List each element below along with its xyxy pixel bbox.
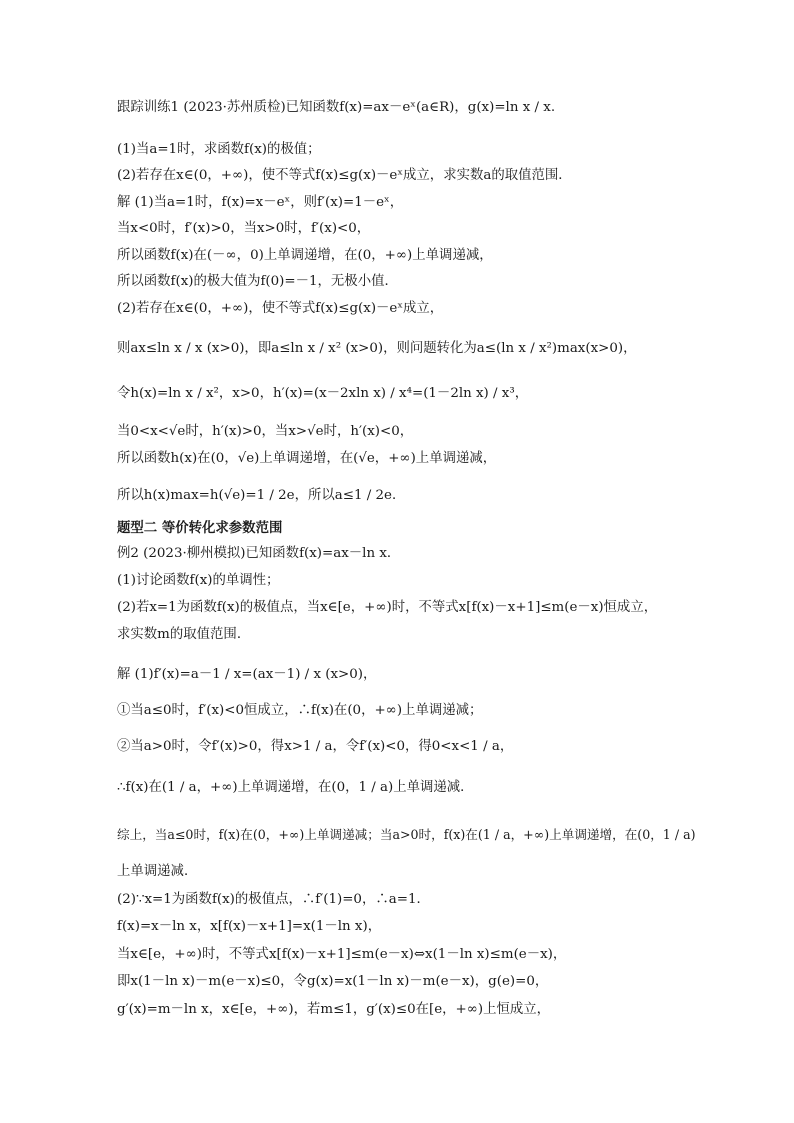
solution-line: 所以函数f(x)在(－∞，0)上单调递增，在(0，+∞)上单调递减，	[117, 248, 493, 263]
question-part-1: (1)讨论函数f(x)的单调性；	[117, 573, 280, 588]
section-heading: 题型二 等价转化求参数范围	[117, 520, 283, 536]
solution-line: ②当a>0时，令f′(x)>0，得x>1 / a，令f′(x)<0，得0<x<1 / a，	[117, 739, 514, 754]
question-part-1: (1)当a=1时，求函数f(x)的极值；	[117, 142, 321, 157]
solution-line: 当0<x<√e时，h′(x)>0，当x>√e时，h′(x)<0，	[117, 424, 414, 439]
solution-line: f(x)=x－ln x，x[f(x)－x+1]=x(1－ln x)，	[117, 919, 382, 934]
solution-line: 所以函数h(x)在(0，√e)上单调递增，在(√e，+∞)上单调递减，	[117, 451, 497, 466]
solution-line: ∴f(x)在(1 / a，+∞)上单调递增，在(0，1 / a)上单调递减．	[117, 780, 474, 795]
solution-line: 所以h(x)max=h(√e)=1 / 2e，所以a≤1 / 2e．	[117, 488, 406, 503]
solution-line: (2)∵x=1为函数f(x)的极值点，∴f′(1)=0，∴a=1．	[117, 892, 430, 907]
solution-line: 则ax≤ln x / x (x>0)，即a≤ln x / x² (x>0)，则问题转化为a≤(ln x / x²)max(x>0)，	[117, 341, 637, 356]
example-header: 例2 (2023·柳州模拟)已知函数f(x)=ax－ln x．	[117, 546, 401, 561]
solution-line: 解 (1)当a=1时，f(x)=x－eˣ，则f′(x)=1－eˣ，	[117, 195, 404, 210]
solution-line: 即x(1－ln x)－m(e－x)≤0，令g(x)=x(1－ln x)－m(e－x)，g(e)=0，	[117, 974, 549, 989]
solution-line: 综上，当a≤0时，f(x)在(0，+∞)上单调递减；当a>0时，f(x)在(1 / a，+∞)上单调递增，在(0，1 / a)	[117, 827, 696, 842]
solution-line: (2)若存在x∈(0，+∞)，使不等式f(x)≤g(x)－eˣ成立，	[117, 301, 444, 316]
question-part-2: (2)若存在x∈(0，+∞)，使不等式f(x)≤g(x)－eˣ成立，求实数a的取值范围．	[117, 168, 572, 183]
exercise-header: 跟踪训练1 (2023·苏州质检)已知函数f(x)=ax－eˣ(a∈R)，g(x)=ln x / x.	[117, 100, 556, 115]
question-part-2: (2)若x=1为函数f(x)的极值点，当x∈[e，+∞)时，不等式x[f(x)－x+1]≤m(e－x)恒成立，	[117, 600, 658, 615]
solution-line: 当x∈[e，+∞)时，不等式x[f(x)－x+1]≤m(e－x)⇔x(1－ln x)≤m(e－x)，	[117, 947, 567, 962]
solution-line: 上单调递减．	[117, 864, 198, 879]
solution-line: 令h(x)=ln x / x²，x>0，h′(x)=(x－2xln x) / x⁴=(1－2ln x) / x³，	[117, 386, 529, 401]
question-part-2-cont: 求实数m的取值范围．	[117, 627, 251, 642]
solution-line: 所以函数f(x)的极大值为f(0)=－1，无极小值．	[117, 274, 398, 289]
solution-line: ①当a≤0时，f′(x)<0恒成立，∴f(x)在(0，+∞)上单调递减；	[117, 703, 483, 718]
solution-line: 当x<0时，f′(x)>0，当x>0时，f′(x)<0，	[117, 221, 371, 236]
solution-line: g′(x)=m－ln x，x∈[e，+∞)，若m≤1，g′(x)≤0在[e，+∞)上恒成立，	[117, 1002, 551, 1017]
solution-line: 解 (1)f′(x)=a－1 / x=(ax－1) / x (x>0)，	[117, 667, 377, 682]
